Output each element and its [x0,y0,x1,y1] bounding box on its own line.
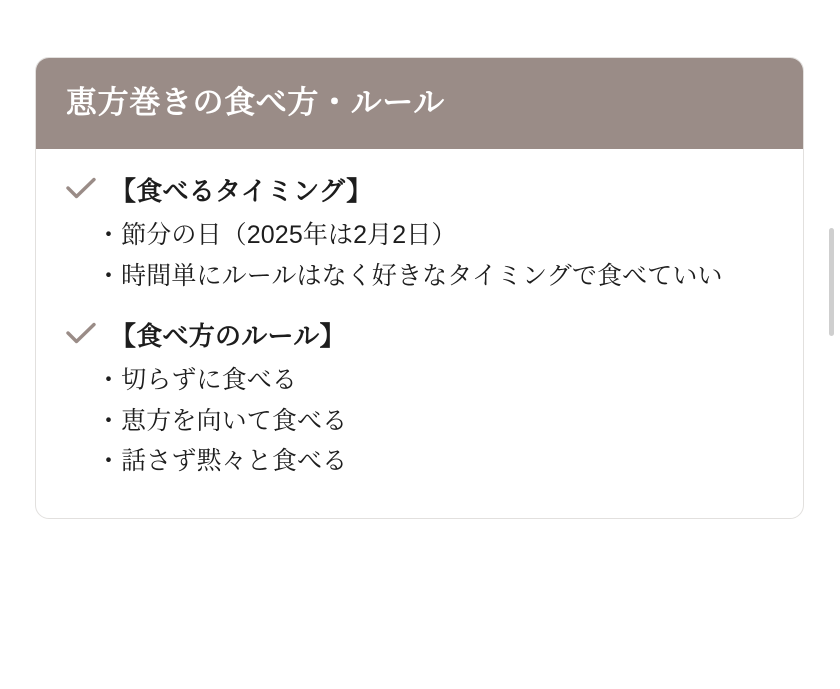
card-body [36,149,803,518]
card-header [36,58,803,149]
section-heading-label: 【食べ方のルール】 [110,321,346,352]
section-heading-label: 【食べるタイミング】 [110,176,373,207]
section-eating-rules [66,318,773,482]
list-item: ・時間単にルールはなく好きなタイミングで食べていい [96,261,723,290]
bullet-list [66,215,773,296]
vertical-scrollbar[interactable] [829,228,834,336]
bullet-list [66,360,773,482]
section-heading [66,318,773,356]
list-item: ・恵方を向いて食べる [96,406,348,435]
check-icon [66,322,96,356]
section-heading [66,173,773,211]
list-item: ・節分の日（2025年は2月2日） [96,221,457,250]
page-title: 恵方巻きの食べ方・ルール [66,85,445,120]
info-card [35,57,804,519]
list-item: ・話さず黙々と食べる [96,447,348,476]
section-eating-timing [66,173,773,296]
list-item: ・切らずに食べる [96,366,298,395]
check-icon [66,177,96,211]
